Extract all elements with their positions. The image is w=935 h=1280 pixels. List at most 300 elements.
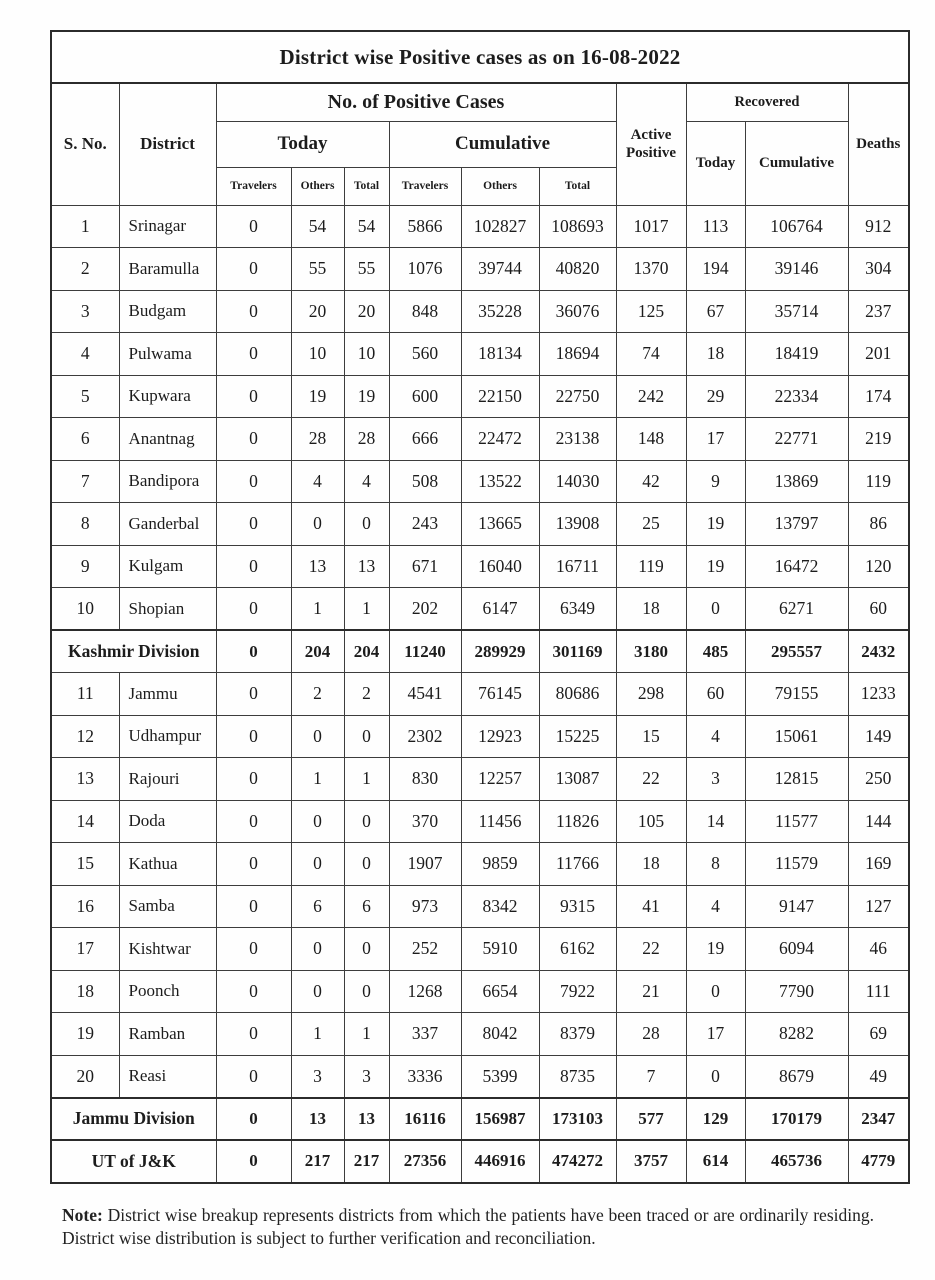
value-cell: 13 (344, 1098, 389, 1141)
note-text: District wise breakup represents districts from which the patients have been traced or are ordinarily residing. District wise distribution is subject to further verification and reconciliation. (62, 1205, 874, 1249)
value-cell: 12257 (461, 758, 539, 801)
positive-cases-table (50, 30, 910, 1184)
value-cell: 8379 (539, 1013, 616, 1056)
value-cell: 20 (344, 290, 389, 333)
value-cell: 0 (216, 248, 291, 291)
value-cell: 6094 (745, 928, 848, 971)
district-cell: Ramban (119, 1013, 216, 1056)
value-cell: 0 (216, 460, 291, 503)
district-cell: Samba (119, 885, 216, 928)
value-cell: 474272 (539, 1140, 616, 1183)
value-cell: 4 (686, 715, 745, 758)
value-cell: 28 (616, 1013, 686, 1056)
value-cell: 370 (389, 800, 461, 843)
value-cell: 17 (686, 1013, 745, 1056)
value-cell: 0 (344, 970, 389, 1013)
table-row (51, 928, 909, 971)
district-cell: Bandipora (119, 460, 216, 503)
value-cell: 1 (291, 588, 344, 631)
group-header-today: Today (216, 121, 389, 167)
value-cell: 508 (389, 460, 461, 503)
value-cell: 13087 (539, 758, 616, 801)
district-cell: Rajouri (119, 758, 216, 801)
table-row (51, 885, 909, 928)
district-cell: Anantnag (119, 418, 216, 461)
value-cell: 3 (291, 1055, 344, 1098)
value-cell: 614 (686, 1140, 745, 1183)
sno-cell: 9 (51, 545, 119, 588)
title-row (51, 31, 909, 83)
value-cell: 446916 (461, 1140, 539, 1183)
value-cell: 3180 (616, 630, 686, 673)
col-header-district: District (119, 83, 216, 205)
value-cell: 18419 (745, 333, 848, 376)
value-cell: 8282 (745, 1013, 848, 1056)
value-cell: 22334 (745, 375, 848, 418)
value-cell: 6147 (461, 588, 539, 631)
table-header (51, 31, 909, 205)
value-cell: 295557 (745, 630, 848, 673)
value-cell: 3757 (616, 1140, 686, 1183)
value-cell: 8042 (461, 1013, 539, 1056)
value-cell: 0 (686, 588, 745, 631)
sno-cell: 14 (51, 800, 119, 843)
col-header-recovered-cumulative: Cumulative (745, 121, 848, 205)
sno-cell: 13 (51, 758, 119, 801)
value-cell: 40820 (539, 248, 616, 291)
value-cell: 16472 (745, 545, 848, 588)
value-cell: 7790 (745, 970, 848, 1013)
value-cell: 2 (344, 673, 389, 716)
value-cell: 12923 (461, 715, 539, 758)
value-cell: 13 (344, 545, 389, 588)
district-cell: Ganderbal (119, 503, 216, 546)
district-cell: Budgam (119, 290, 216, 333)
value-cell: 0 (216, 205, 291, 248)
value-cell: 12815 (745, 758, 848, 801)
value-cell: 9147 (745, 885, 848, 928)
value-cell: 0 (216, 715, 291, 758)
sno-cell: 15 (51, 843, 119, 886)
value-cell: 14030 (539, 460, 616, 503)
table-row (51, 800, 909, 843)
table-row (51, 375, 909, 418)
value-cell: 250 (848, 758, 909, 801)
table-row (51, 290, 909, 333)
table-row (51, 843, 909, 886)
table-row (51, 673, 909, 716)
value-cell: 113 (686, 205, 745, 248)
district-cell: Baramulla (119, 248, 216, 291)
table-body (51, 205, 909, 1183)
value-cell: 11826 (539, 800, 616, 843)
value-cell: 671 (389, 545, 461, 588)
value-cell: 16040 (461, 545, 539, 588)
division-label-cell: Jammu Division (51, 1098, 216, 1141)
value-cell: 25 (616, 503, 686, 546)
table-row (51, 1013, 909, 1056)
value-cell: 9859 (461, 843, 539, 886)
value-cell: 7 (616, 1055, 686, 1098)
value-cell: 217 (291, 1140, 344, 1183)
value-cell: 13665 (461, 503, 539, 546)
value-cell: 144 (848, 800, 909, 843)
value-cell: 5866 (389, 205, 461, 248)
table-row (51, 418, 909, 461)
value-cell: 15061 (745, 715, 848, 758)
value-cell: 41 (616, 885, 686, 928)
value-cell: 0 (344, 843, 389, 886)
header-row-groups (51, 83, 909, 121)
value-cell: 5910 (461, 928, 539, 971)
value-cell: 0 (291, 800, 344, 843)
value-cell: 0 (216, 843, 291, 886)
table-row (51, 545, 909, 588)
district-cell: Jammu (119, 673, 216, 716)
col-header-active-positive: Active Positive (616, 83, 686, 205)
value-cell: 0 (216, 375, 291, 418)
value-cell: 16116 (389, 1098, 461, 1141)
value-cell: 3 (344, 1055, 389, 1098)
value-cell: 4 (686, 885, 745, 928)
value-cell: 8679 (745, 1055, 848, 1098)
value-cell: 830 (389, 758, 461, 801)
value-cell: 4541 (389, 673, 461, 716)
value-cell: 80686 (539, 673, 616, 716)
value-cell: 0 (291, 843, 344, 886)
value-cell: 1268 (389, 970, 461, 1013)
value-cell: 20 (291, 290, 344, 333)
division-label-cell: UT of J&K (51, 1140, 216, 1183)
value-cell: 0 (291, 715, 344, 758)
value-cell: 18 (686, 333, 745, 376)
group-header-positive-cases: No. of Positive Cases (216, 83, 616, 121)
summary-row (51, 1098, 909, 1141)
value-cell: 13 (291, 545, 344, 588)
value-cell: 1 (291, 1013, 344, 1056)
sno-cell: 2 (51, 248, 119, 291)
value-cell: 108693 (539, 205, 616, 248)
value-cell: 22 (616, 758, 686, 801)
value-cell: 0 (216, 1013, 291, 1056)
value-cell: 54 (291, 205, 344, 248)
value-cell: 0 (216, 970, 291, 1013)
value-cell: 4 (291, 460, 344, 503)
value-cell: 0 (291, 928, 344, 971)
value-cell: 7922 (539, 970, 616, 1013)
value-cell: 21 (616, 970, 686, 1013)
value-cell: 14 (686, 800, 745, 843)
table-row (51, 970, 909, 1013)
value-cell: 19 (686, 545, 745, 588)
value-cell: 4779 (848, 1140, 909, 1183)
value-cell: 204 (344, 630, 389, 673)
value-cell: 848 (389, 290, 461, 333)
value-cell: 2 (291, 673, 344, 716)
table-row (51, 588, 909, 631)
district-cell: Reasi (119, 1055, 216, 1098)
value-cell: 301169 (539, 630, 616, 673)
value-cell: 6162 (539, 928, 616, 971)
value-cell: 243 (389, 503, 461, 546)
value-cell: 13797 (745, 503, 848, 546)
value-cell: 0 (216, 673, 291, 716)
sno-cell: 17 (51, 928, 119, 971)
table-row (51, 248, 909, 291)
value-cell: 54 (344, 205, 389, 248)
value-cell: 49 (848, 1055, 909, 1098)
value-cell: 1 (291, 758, 344, 801)
district-cell: Kulgam (119, 545, 216, 588)
value-cell: 10 (344, 333, 389, 376)
value-cell: 28 (291, 418, 344, 461)
table-row (51, 503, 909, 546)
value-cell: 1017 (616, 205, 686, 248)
value-cell: 8342 (461, 885, 539, 928)
value-cell: 666 (389, 418, 461, 461)
value-cell: 74 (616, 333, 686, 376)
value-cell: 22771 (745, 418, 848, 461)
value-cell: 9 (686, 460, 745, 503)
value-cell: 217 (344, 1140, 389, 1183)
value-cell: 9315 (539, 885, 616, 928)
value-cell: 13 (291, 1098, 344, 1141)
value-cell: 22150 (461, 375, 539, 418)
note (62, 1204, 874, 1250)
value-cell: 18 (616, 843, 686, 886)
value-cell: 55 (344, 248, 389, 291)
summary-row (51, 1140, 909, 1183)
value-cell: 119 (848, 460, 909, 503)
value-cell: 11766 (539, 843, 616, 886)
value-cell: 28 (344, 418, 389, 461)
value-cell: 13908 (539, 503, 616, 546)
sno-cell: 10 (51, 588, 119, 631)
value-cell: 11579 (745, 843, 848, 886)
value-cell: 298 (616, 673, 686, 716)
value-cell: 6654 (461, 970, 539, 1013)
sno-cell: 19 (51, 1013, 119, 1056)
sno-cell: 7 (51, 460, 119, 503)
value-cell: 0 (216, 503, 291, 546)
value-cell: 0 (344, 715, 389, 758)
value-cell: 0 (216, 1140, 291, 1183)
value-cell: 0 (216, 928, 291, 971)
value-cell: 0 (291, 503, 344, 546)
value-cell: 39744 (461, 248, 539, 291)
table-row (51, 460, 909, 503)
col-header-total-today: Total (344, 167, 389, 205)
value-cell: 69 (848, 1013, 909, 1056)
summary-row (51, 630, 909, 673)
value-cell: 15 (616, 715, 686, 758)
value-cell: 149 (848, 715, 909, 758)
table-row (51, 205, 909, 248)
value-cell: 242 (616, 375, 686, 418)
value-cell: 0 (216, 545, 291, 588)
value-cell: 1370 (616, 248, 686, 291)
value-cell: 0 (216, 630, 291, 673)
col-header-travelers-today: Travelers (216, 167, 291, 205)
value-cell: 0 (216, 758, 291, 801)
value-cell: 0 (216, 418, 291, 461)
value-cell: 0 (291, 970, 344, 1013)
sno-cell: 4 (51, 333, 119, 376)
value-cell: 120 (848, 545, 909, 588)
value-cell: 577 (616, 1098, 686, 1141)
value-cell: 16711 (539, 545, 616, 588)
value-cell: 18694 (539, 333, 616, 376)
value-cell: 39146 (745, 248, 848, 291)
value-cell: 22 (616, 928, 686, 971)
value-cell: 0 (216, 885, 291, 928)
value-cell: 202 (389, 588, 461, 631)
value-cell: 60 (848, 588, 909, 631)
value-cell: 1 (344, 588, 389, 631)
value-cell: 0 (686, 1055, 745, 1098)
district-cell: Udhampur (119, 715, 216, 758)
value-cell: 86 (848, 503, 909, 546)
value-cell: 46 (848, 928, 909, 971)
division-label-cell: Kashmir Division (51, 630, 216, 673)
value-cell: 3336 (389, 1055, 461, 1098)
value-cell: 119 (616, 545, 686, 588)
value-cell: 0 (216, 290, 291, 333)
value-cell: 2432 (848, 630, 909, 673)
value-cell: 76145 (461, 673, 539, 716)
value-cell: 60 (686, 673, 745, 716)
value-cell: 18 (616, 588, 686, 631)
value-cell: 2302 (389, 715, 461, 758)
value-cell: 912 (848, 205, 909, 248)
table-row (51, 715, 909, 758)
value-cell: 0 (344, 800, 389, 843)
value-cell: 2347 (848, 1098, 909, 1141)
value-cell: 6 (291, 885, 344, 928)
value-cell: 169 (848, 843, 909, 886)
value-cell: 11456 (461, 800, 539, 843)
value-cell: 148 (616, 418, 686, 461)
sno-cell: 8 (51, 503, 119, 546)
value-cell: 0 (344, 503, 389, 546)
value-cell: 0 (216, 1098, 291, 1141)
district-cell: Srinagar (119, 205, 216, 248)
value-cell: 10 (291, 333, 344, 376)
value-cell: 13869 (745, 460, 848, 503)
value-cell: 17 (686, 418, 745, 461)
value-cell: 23138 (539, 418, 616, 461)
district-cell: Poonch (119, 970, 216, 1013)
col-header-total-cumulative: Total (539, 167, 616, 205)
sno-cell: 3 (51, 290, 119, 333)
district-cell: Pulwama (119, 333, 216, 376)
value-cell: 35228 (461, 290, 539, 333)
value-cell: 15225 (539, 715, 616, 758)
value-cell: 201 (848, 333, 909, 376)
value-cell: 29 (686, 375, 745, 418)
value-cell: 8 (686, 843, 745, 886)
col-header-deaths: Deaths (848, 83, 909, 205)
sno-cell: 12 (51, 715, 119, 758)
table-title: District wise Positive cases as on 16-08-2022 (51, 31, 909, 83)
col-header-sno: S. No. (51, 83, 119, 205)
table-row (51, 758, 909, 801)
value-cell: 465736 (745, 1140, 848, 1183)
group-header-recovered: Recovered (686, 83, 848, 121)
value-cell: 1076 (389, 248, 461, 291)
district-cell: Kathua (119, 843, 216, 886)
value-cell: 0 (686, 970, 745, 1013)
value-cell: 35714 (745, 290, 848, 333)
value-cell: 102827 (461, 205, 539, 248)
value-cell: 125 (616, 290, 686, 333)
value-cell: 485 (686, 630, 745, 673)
value-cell: 19 (344, 375, 389, 418)
value-cell: 289929 (461, 630, 539, 673)
col-header-recovered-today: Today (686, 121, 745, 205)
value-cell: 13522 (461, 460, 539, 503)
value-cell: 11240 (389, 630, 461, 673)
value-cell: 19 (686, 928, 745, 971)
value-cell: 6271 (745, 588, 848, 631)
value-cell: 1233 (848, 673, 909, 716)
value-cell: 18134 (461, 333, 539, 376)
group-header-cumulative: Cumulative (389, 121, 616, 167)
value-cell: 156987 (461, 1098, 539, 1141)
value-cell: 173103 (539, 1098, 616, 1141)
district-cell: Kupwara (119, 375, 216, 418)
value-cell: 560 (389, 333, 461, 376)
sno-cell: 20 (51, 1055, 119, 1098)
value-cell: 67 (686, 290, 745, 333)
table-row (51, 1055, 909, 1098)
sno-cell: 16 (51, 885, 119, 928)
note-label: Note: (62, 1205, 103, 1225)
value-cell: 1907 (389, 843, 461, 886)
value-cell: 1 (344, 758, 389, 801)
value-cell: 11577 (745, 800, 848, 843)
col-header-others-cumulative: Others (461, 167, 539, 205)
value-cell: 4 (344, 460, 389, 503)
table-row (51, 333, 909, 376)
sno-cell: 18 (51, 970, 119, 1013)
sno-cell: 11 (51, 673, 119, 716)
value-cell: 105 (616, 800, 686, 843)
value-cell: 973 (389, 885, 461, 928)
value-cell: 0 (216, 800, 291, 843)
district-cell: Kishtwar (119, 928, 216, 971)
col-header-others-today: Others (291, 167, 344, 205)
value-cell: 219 (848, 418, 909, 461)
value-cell: 337 (389, 1013, 461, 1056)
value-cell: 19 (291, 375, 344, 418)
value-cell: 111 (848, 970, 909, 1013)
value-cell: 8735 (539, 1055, 616, 1098)
value-cell: 252 (389, 928, 461, 971)
value-cell: 6349 (539, 588, 616, 631)
value-cell: 22750 (539, 375, 616, 418)
value-cell: 6 (344, 885, 389, 928)
value-cell: 194 (686, 248, 745, 291)
value-cell: 170179 (745, 1098, 848, 1141)
value-cell: 204 (291, 630, 344, 673)
col-header-travelers-cumulative: Travelers (389, 167, 461, 205)
value-cell: 0 (216, 588, 291, 631)
value-cell: 42 (616, 460, 686, 503)
district-cell: Shopian (119, 588, 216, 631)
value-cell: 0 (216, 1055, 291, 1098)
value-cell: 129 (686, 1098, 745, 1141)
